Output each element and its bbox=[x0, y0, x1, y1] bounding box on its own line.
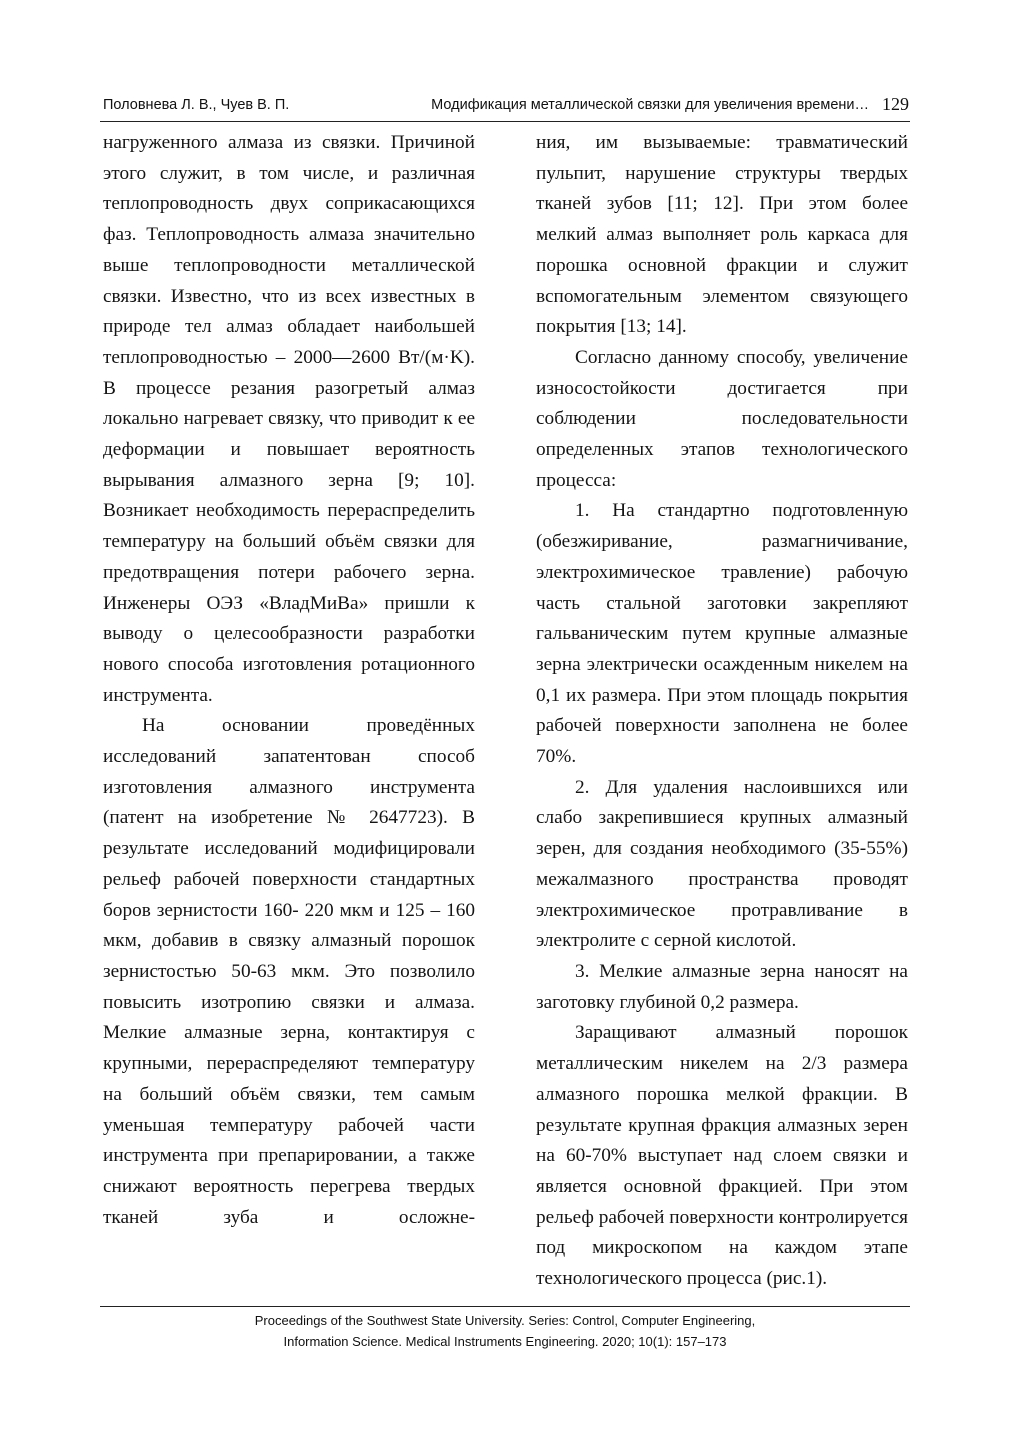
paragraph: Согласно данному способу, увеличение износостойкости достигается при соблюдении последовательности определенных этапов технологического процесса: bbox=[536, 346, 908, 491]
running-head bbox=[103, 93, 909, 119]
paragraph: Заращивают алмазный порошок металлическим никелем на 2/3 размера алмазного порошка мелкой фракции. В результате крупная фракция алмазных зерен на 60-70% выступает над слоем связки и является основной фракцией. При этом рельеф рабочей поверхности контролируется под микроскопом на каждом этапе технологического процесса (рис.1). bbox=[536, 1022, 909, 1290]
footer-line: Information Science. Medical Instruments Engineering. 2020; 10(1): 157–173 bbox=[283, 1334, 727, 1349]
list-item: 3. Мелкие алмазные зерна наносят на заготовку глубиной 0,2 размера. bbox=[536, 960, 908, 1013]
footer-line: Proceedings of the Southwest State University. Series: Control, Computer Engineering, bbox=[254, 1313, 756, 1328]
page-footer bbox=[100, 1310, 910, 1352]
left-column bbox=[103, 128, 475, 1233]
footer-rule bbox=[100, 1306, 910, 1307]
list-item: 1. На стандартно подготовленную (обезжиривание, размагничивание, электрохимическое травление) рабочую часть стальной заготовки закрепляют гальваническим путем крупные алмазные зерна электрически осажденным никелем на 0,1 их размера. При этом площадь покрытия рабочей поверхности заполнена не более 70%. bbox=[536, 500, 908, 768]
header-rule bbox=[100, 121, 910, 122]
paragraph: нагруженного алмаза из связки. Причиной этого служит, в том числе, и различная теплопроводность двух соприкасающихся фаз. Теплопроводность алмаза значительно выше теплопроводности металлической связки. Известно, что из всех известных в природе тел алмаз обладает наибольшей теплопроводностью – 2000—2600 Вт/(м·K). В процессе резания разогретый алмаз локально нагревает связку, что приводит к ее деформации и повышает вероятность вырывания алмазного зерна [9; 10]. Возникает необходимость перераспределить температуру на больший объём связки для предотвращения потери рабочего зерна. Инженеры ОЭЗ «ВладМиВа» пришли к выводу о целесообразности разработки нового способа изготовления ротационного инструмента. bbox=[103, 132, 475, 706]
paragraph: ния, им вызываемые: травматический пульпит, нарушение структуры твердых тканей зубов [11; 12]. При этом более мелкий алмаз выполняет роль каркаса для порошка основной фракции и служит вспомогательным элементом связующего покрытия [13; 14]. bbox=[536, 132, 908, 338]
list-item: 2. Для удаления наслоившихся или слабо закрепившиеся крупных алмазный зерен, для создания необходимого (35-55%) межалмазного пространства проводят электрохимическое протравливание в электролите с серной кислотой. bbox=[536, 776, 908, 952]
running-head-title: Модификация металлической связки для увеличения времени… bbox=[431, 97, 869, 113]
page-number: 129 bbox=[882, 94, 909, 114]
paragraph: На основании проведённых исследований запатентован способ изготовления алмазного инструмента (патент на изобретение № 2647723). В результате исследований модифицировали рельеф рабочей поверхности стандартных боров зернистости 160- 220 мкм и 125 – 160 мкм, добавив в связку алмазный порошок зернистостью 50-63 мкм. Это позволило повысить изотропию связки и алмаза. Мелкие алмазные зерна, контактируя с крупными, перераспределяют температуру на больший объём связки, тем самым уменьшая температуру рабочей части инструмента при препарировании, а также снижают вероятность перегрева твердых тканей зуба и осложне- bbox=[103, 715, 475, 1228]
running-head-authors: Половнева Л. В., Чуев В. П. bbox=[103, 97, 290, 113]
right-column bbox=[536, 128, 908, 1295]
